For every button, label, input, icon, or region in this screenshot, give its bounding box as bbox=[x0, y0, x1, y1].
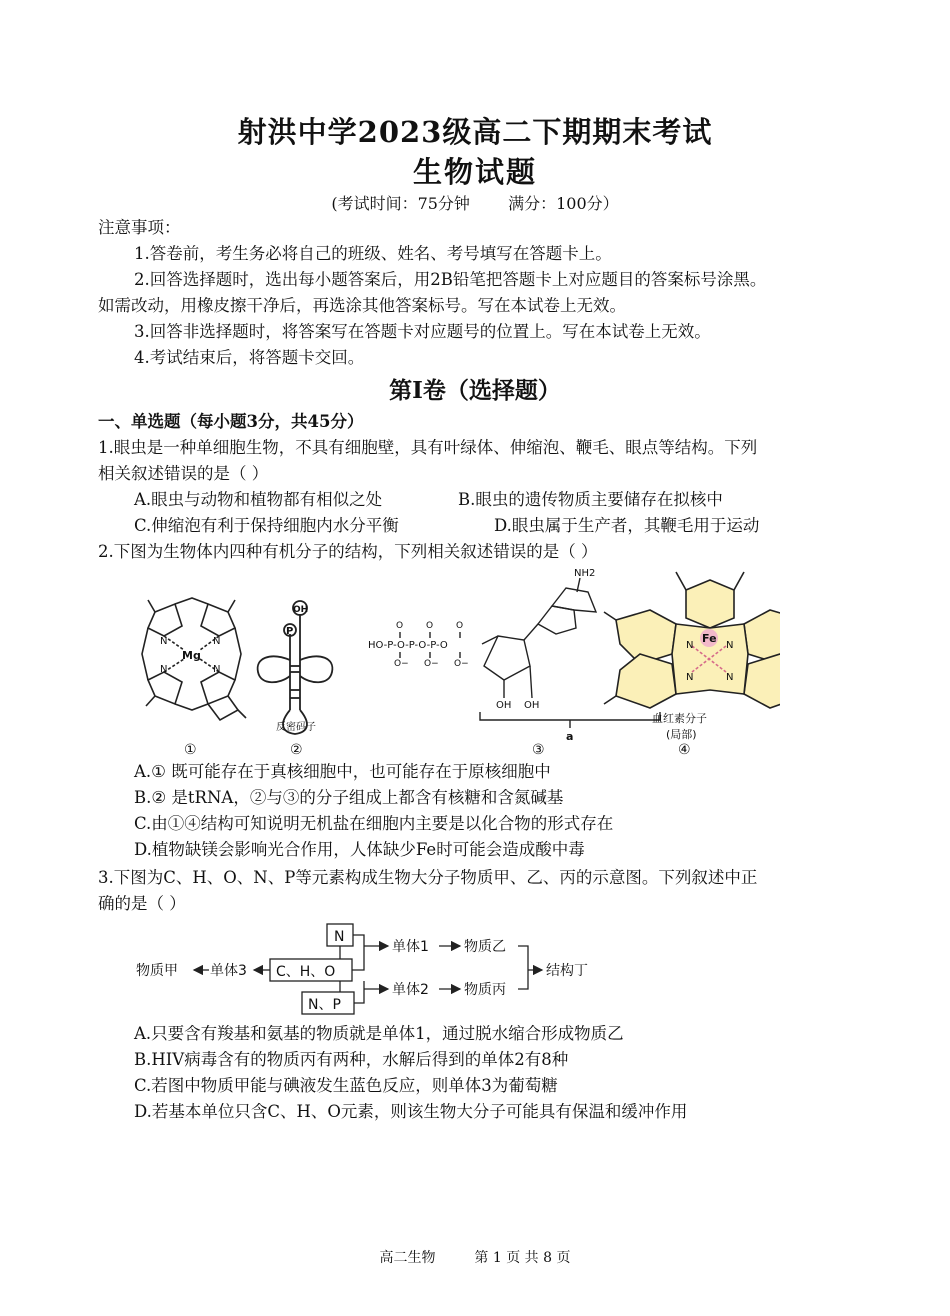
q3-option-b: B.HIV病毒含有的物质丙有两种，水解后得到的单体2有8种 bbox=[134, 1050, 569, 1069]
page-footer bbox=[0, 1247, 950, 1267]
heme-part-label: (局部) bbox=[666, 728, 697, 741]
o-label: O bbox=[396, 621, 404, 631]
q1-option-d: D.眼虫属于生产者，其鞭毛用于运动 bbox=[494, 516, 760, 535]
n-label: N bbox=[213, 664, 221, 675]
anticodon-label: 反密码子 bbox=[276, 722, 316, 733]
n-label: N bbox=[686, 640, 694, 651]
notice-item: 1.答卷前，考生务必将自己的班级、姓名、考号填写在答题卡上。 bbox=[134, 244, 612, 263]
q2-option-d: D.植物缺镁会影响光合作用，人体缺少Fe时可能会造成酸中毒 bbox=[134, 840, 585, 859]
n-label: N bbox=[726, 672, 734, 683]
cho-box-label: C、H、O bbox=[276, 964, 336, 980]
notice-item: 3.回答非选择题时，将答案写在答题卡对应题号的位置上。写在本试卷上无效。 bbox=[134, 322, 711, 341]
exam-title: 射洪中学2023级高二下期期末考试 bbox=[237, 115, 713, 149]
notice-item: 如需改动，用橡皮擦干净后，再选涂其他答案标号。写在本试卷上无效。 bbox=[98, 296, 626, 315]
q3-stem-cont: 确的是（ ） bbox=[98, 894, 186, 913]
footer-page-number: 第 1 页 共 8 页 bbox=[474, 1250, 571, 1266]
q1-stem-cont: 相关叙述错误的是（ ） bbox=[98, 464, 269, 483]
oh-label: OH bbox=[524, 700, 540, 711]
q2-figure bbox=[120, 562, 780, 762]
o-minus-label: O− bbox=[454, 659, 469, 669]
n-label: N bbox=[726, 640, 734, 651]
n-label: N bbox=[160, 636, 168, 647]
a-label: a bbox=[566, 730, 574, 743]
o-minus-label: O− bbox=[424, 659, 439, 669]
notice-heading: 注意事项： bbox=[98, 218, 181, 237]
fe-label: Fe bbox=[702, 632, 717, 645]
q3-option-d: D.若基本单位只含C、H、O元素，则该生物大分子可能具有保温和缓冲作用 bbox=[134, 1102, 688, 1121]
structure-ding: 结构丁 bbox=[546, 963, 588, 979]
oh-label: OH bbox=[496, 700, 512, 711]
full-score: 满分：100分） bbox=[508, 194, 619, 213]
q2-option-c: C.由①④结构可知说明无机盐在细胞内主要是以化合物的形式存在 bbox=[134, 814, 614, 833]
figure-number-3: ③ bbox=[532, 742, 545, 758]
exam-subtitle: 生物试题 bbox=[412, 155, 537, 189]
q1-option-c: C.伸缩泡有利于保持细胞内水分平衡 bbox=[134, 516, 399, 535]
monomer-1: 单体1 bbox=[392, 939, 429, 955]
q2-stem: 2.下图为生物体内四种有机分子的结构，下列相关叙述错误的是（ ） bbox=[98, 542, 598, 561]
trna-structure bbox=[258, 601, 333, 734]
exam-meta bbox=[0, 191, 950, 214]
o-minus-label: O− bbox=[394, 659, 409, 669]
q2-option-b: B.② 是tRNA，②与③的分子组成上都含有核糖和含氮碱基 bbox=[134, 788, 564, 807]
oh-label: OH bbox=[293, 605, 309, 615]
n-label: N bbox=[160, 664, 168, 675]
exam-time: (考试时间：75分钟 bbox=[331, 194, 470, 213]
nh2-label: NH2 bbox=[574, 568, 596, 579]
q1-option-b: B.眼虫的遗传物质主要储存在拟核中 bbox=[458, 490, 723, 509]
mg-label: Mg bbox=[182, 649, 201, 662]
figure-number-1: ① bbox=[184, 742, 197, 758]
o-label: O bbox=[456, 621, 464, 631]
q1-stem: 1.眼虫是一种单细胞生物，不具有细胞壁，具有叶绿体、伸缩泡、鞭毛、眼点等结构。下列 bbox=[98, 438, 758, 457]
part-heading: 一、单选题（每小题3分，共45分） bbox=[98, 412, 364, 431]
n-label: N bbox=[213, 636, 221, 647]
p-label: P bbox=[286, 626, 294, 637]
footer-subject: 高二生物 bbox=[379, 1250, 436, 1266]
monomer-3: 单体3 bbox=[210, 963, 247, 979]
n-box-label: N bbox=[334, 929, 345, 945]
section-title: 第I卷（选择题） bbox=[389, 377, 561, 404]
monomer-2: 单体2 bbox=[392, 982, 429, 998]
q3-figure bbox=[130, 918, 630, 1020]
substance-bing: 物质丙 bbox=[464, 982, 506, 998]
o-label: O bbox=[426, 621, 434, 631]
heme-label: 血红素分子 bbox=[652, 712, 707, 725]
q3-stem: 3.下图为C、H、O、N、P等元素构成生物大分子物质甲、乙、丙的示意图。下列叙述中正 bbox=[98, 868, 758, 887]
figure-number-4: ④ bbox=[678, 742, 691, 758]
q1-option-a: A.眼虫与动物和植物都有相似之处 bbox=[134, 490, 383, 509]
q3-option-c: C.若图中物质甲能与碘液发生蓝色反应，则单体3为葡萄糖 bbox=[134, 1076, 558, 1095]
notice-item: 4.考试结束后，将答题卡交回。 bbox=[134, 348, 365, 367]
notice-item: 2.回答选择题时，选出每小题答案后，用2B铅笔把答题卡上对应题目的答案标号涂黑。 bbox=[134, 270, 767, 289]
substance-yi: 物质乙 bbox=[464, 939, 506, 955]
q2-option-a: A.① 既可能存在于真核细胞中，也可能存在于原核细胞中 bbox=[134, 762, 551, 781]
figure-number-2: ② bbox=[290, 742, 303, 758]
n-label: N bbox=[686, 672, 694, 683]
substance-jia: 物质甲 bbox=[136, 963, 178, 979]
np-box-label: N、P bbox=[308, 997, 341, 1013]
phosphate-chain: HO-P-O-P-O-P-O bbox=[368, 640, 448, 651]
q3-option-a: A.只要含有羧基和氨基的物质就是单体1，通过脱水缩合形成物质乙 bbox=[134, 1024, 624, 1043]
